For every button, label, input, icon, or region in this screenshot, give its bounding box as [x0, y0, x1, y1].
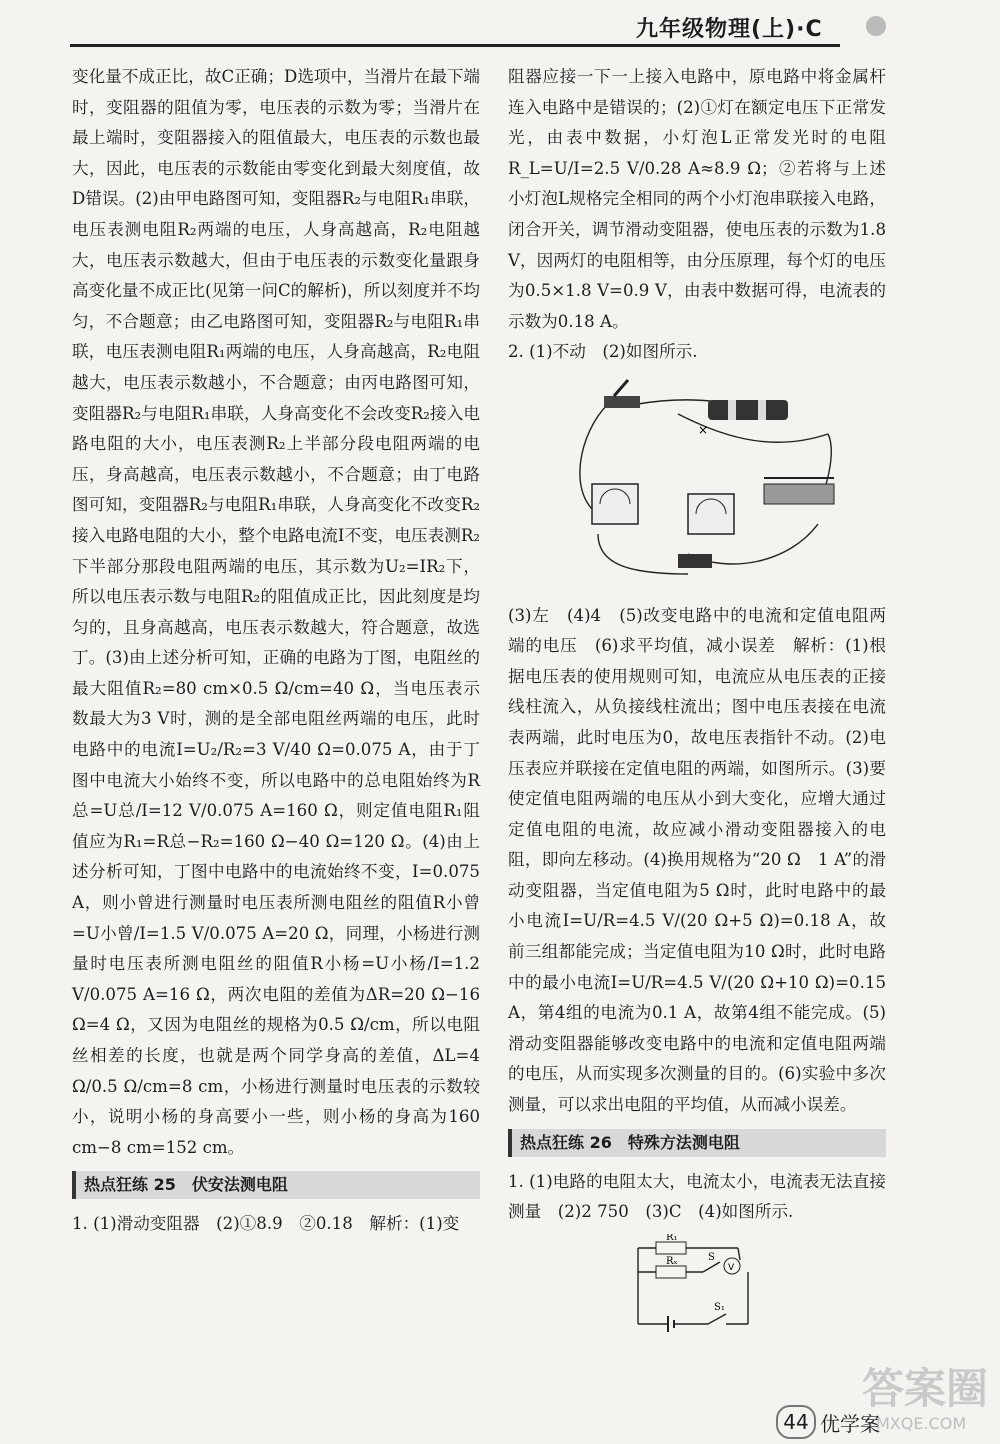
- ammeter-icon: [592, 484, 638, 524]
- q25-1-text: 1. (1)滑动变阻器 (2)①8.9 ②0.18 解析：(1)变: [72, 1214, 460, 1234]
- page-header-title: 九年级物理(上)·C: [636, 17, 823, 42]
- header-decoration-dot: [866, 16, 886, 36]
- left-column: [72, 62, 480, 1240]
- right-column-continued-text: 阻器应接一下一上接入电路中，原电路中将金属杆连入电路中是错误的；(2)①灯在额定电压下正常发光，由表中数据，小灯泡L正常发光时的电阻R_L=U/I=2.5 V/0.28 A≈8.9 Ω；②若将与上述小灯泡L规格完全相同的两个小灯泡串联接入电路，闭合开关，调节滑动变阻器，使电压表的示数为1.8 V，因两灯的电阻相等，由分压原理，每个灯的电压为0.5×1.8 V=0.9 V，由表中数据可得，电流表的示数为0.18 A。: [508, 67, 886, 331]
- brand-logo-text: 优学案: [820, 1412, 880, 1436]
- s1-label: S₁: [714, 1301, 725, 1313]
- schematic-circuit-diagram: [628, 1234, 768, 1334]
- left-column-text: 变化量不成正比，故C正确；D选项中，当滑片在最下端时，变阻器的阻值为零，电压表的示数为零；当滑片在最上端时，变阻器接入的阻值最大，电压表的示数也最大，因此，电压表的示数能由零变化到最大刻度值，故D错误。(2)由甲电路图可知，变阻器R₂与电阻R₁串联，电压表测电阻R₂两端的电压，人身高越高，R₂电阻越大，电压表示数越大，但由于电压表的示数变化量跟身高变化量不成正比(见第一问C的解析)，所以刻度并不均匀，不合题意；由乙电路图可知，变阻器R₂与电阻R₁串联，电压表测电阻R₁两端的电压，人身高越高，R₂电阻越大，电压表示数越小，不合题意；由丙电路图可知，变阻器R₂与电阻R₁串联，人身高变化不会改变R₂接入电路电阻的大小，电压表测R₂上半部分段电阻两端的电压，身高越高，电压表示数越小，不合题意；由丁电路图可知，变阻器R₂与电阻R₁串联，人身高变化不改变R₂接入电路电阻的大小，整个电路电流I不变，电压表测R₂下半部分那段电阻两端的电压，其示数为U₂=IR₂下，所以电压表示数与电阻R₂的阻值成正比，因此刻度是均匀的，且身高越高，电压表示数越大，符合题意，故选丁。(3)由上述分析可知，正确的电路为丁图，电阻丝的最大阻值R₂=80 cm×0.5 Ω/cm=40 Ω，当电压表示数最大为3 V时，测的是全部电阻丝两端的电压，此时电路中的电流I=U₂/R₂=3 V/40 Ω=0.075 A，由于丁图中电流大小始终不变，所以电路中的总电阻始终为R总=U总/I=12 V/0.075 A=160 Ω，则定值电阻R₁阻值应为R₁=R总−R₂=160 Ω−40 Ω=120 Ω。(4)由上述分析可知，丁图中电路中的电流始终不变，I=0.075 A，则小曾进行测量时电压表所测电阻丝的阻值R小曾=U小曾/I=1.5 V/0.075 A=20 Ω，同理，小杨进行测量时电压表所测电阻丝的阻值R小杨=U小杨/I=1.2 V/0.075 A=16 Ω，两次电阻的差值为ΔR=20 Ω−16 Ω=4 Ω，又因为电阻丝的规格为0.5 Ω/cm，所以电阻丝相差的长度，也就是两个同学身高的差值，ΔL=4 Ω/0.5 Ω/cm=8 cm，小杨进行测量时电压表的示数较小，说明小杨的身高要小一些，则小杨的身高为160 cm−8 cm=152 cm。: [72, 67, 480, 1157]
- page-number: 44: [776, 1405, 816, 1439]
- circuit-figure-2: [628, 1234, 886, 1345]
- header-rule: [70, 44, 840, 47]
- switch-icon: [604, 396, 640, 408]
- s-label: S: [708, 1251, 715, 1263]
- q26-1-text: 1. (1)电路的电阻太大，电流太小，电流表无法直接测量 (2)2 750 (3)C (4)如图所示.: [508, 1171, 886, 1222]
- watermark-url: MXQE.COM: [876, 1414, 967, 1433]
- q2-body: (3)左 (4)4 (5)改变电路中的电流和定值电阻两端的电压 (6)求平均值，减小误差 解析：(1)根据电压表的使用规则可知，电流应从电压表的正接线柱流入，从负接线柱流出；图中电压表接在电流表两端，此时电压为0，故电压表指针不动。(2)电压表应并联接在定值电阻的两端，如图所示。(3)要使定值电阻两端的电压从小到大变化，应增大通过定值电阻的电流，故应减小滑动变阻器接入的电阻，即向左移动。(4)换用规格为“20 Ω 1 A”的滑动变阻器，当定值电阻为5 Ω时，此时电路中的最小电流I=U/R=4.5 V/(20 Ω+5 Ω)=0.18 A，故前三组都能完成；当定值电阻为10 Ω时，此时电路中的最小电流I=U/R=4.5 V/(20 Ω+10 Ω)=0.15 A，第4组的电流为0.1 A，故第4组不能完成。(5)滑动变阻器能够改变电路中的电流和定值电阻两端的电压，从而实现多次测量的目的。(6)实验中多次测量，可以求出电阻的平均值，从而减小误差。: [508, 605, 886, 1115]
- s-switch-symbol: [703, 1262, 720, 1272]
- resistor-icon: [678, 554, 712, 568]
- battery-icon: [708, 400, 788, 420]
- circuit-figure-1: [568, 374, 886, 595]
- physical-circuit-diagram: [568, 374, 838, 584]
- rx-label: Rₓ: [666, 1255, 678, 1267]
- r1-label: R₁: [666, 1233, 678, 1243]
- section-26-title: 热点狂练 26 特殊方法测电阻: [508, 1129, 886, 1157]
- s1-switch-symbol: [708, 1314, 726, 1324]
- rx-resistor-symbol: [656, 1266, 686, 1278]
- watermark: 答案圈: [862, 1364, 989, 1413]
- v-label: V: [728, 1262, 735, 1273]
- voltmeter-icon: [688, 494, 734, 534]
- r1-resistor-symbol: [656, 1242, 686, 1254]
- svg-text:×: ×: [698, 422, 709, 437]
- rheostat-icon: [764, 484, 834, 504]
- section-25-title: 热点狂练 25 伏安法测电阻: [72, 1171, 480, 1199]
- right-column: [508, 62, 886, 1350]
- q2-head: 2. (1)不动 (2)如图所示.: [508, 342, 698, 362]
